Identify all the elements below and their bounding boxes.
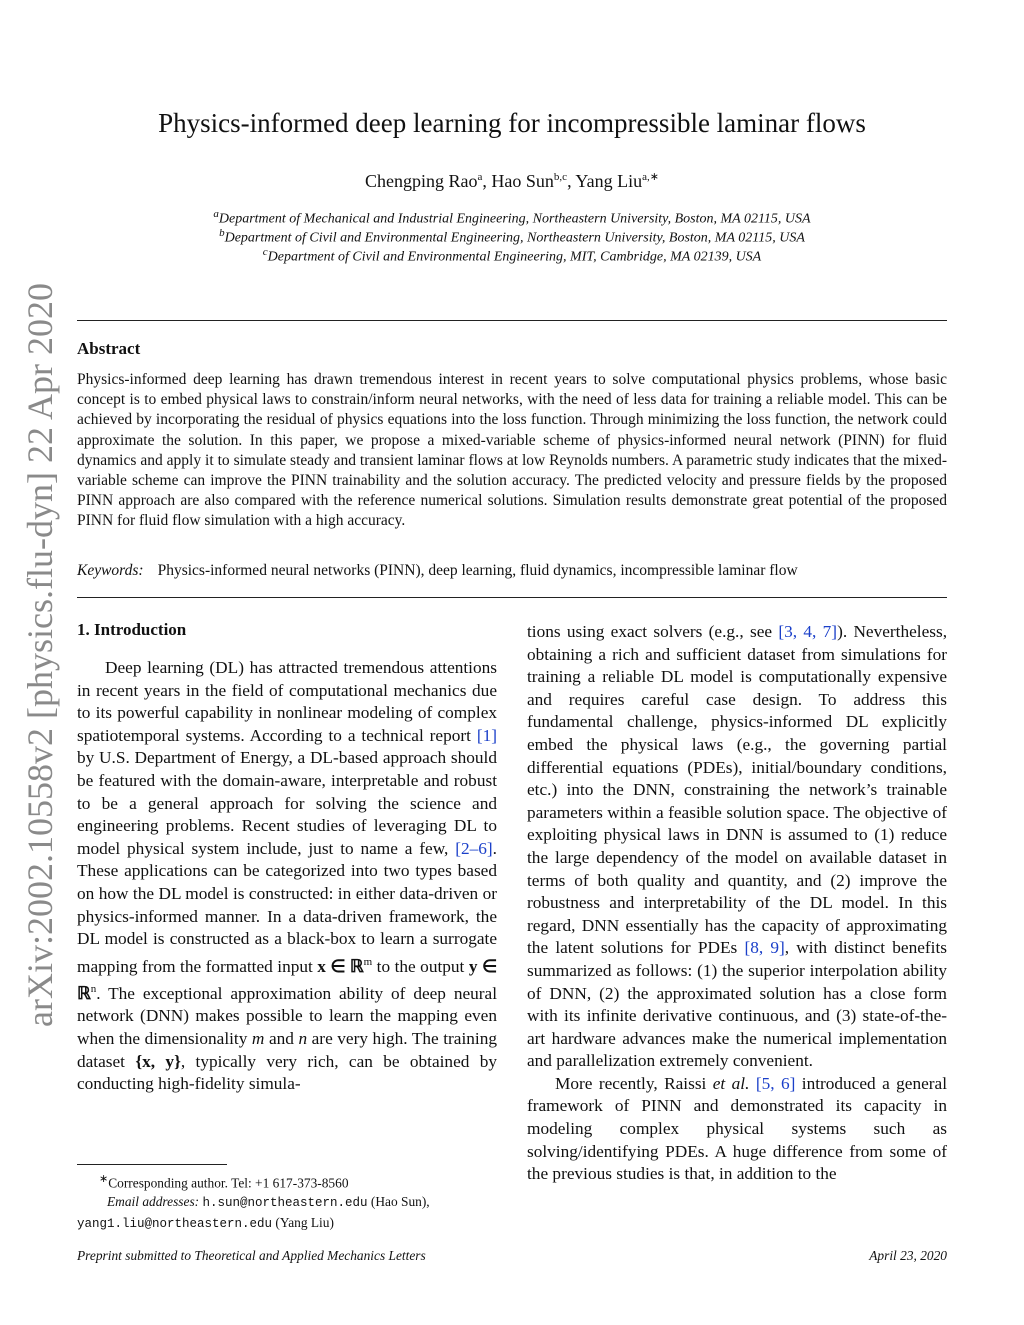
math-x: x ∈ ℝ <box>317 956 364 976</box>
author-name: Hao Sun <box>491 171 554 191</box>
citation-link[interactable]: [2–6] <box>455 838 493 858</box>
keywords <box>77 562 947 580</box>
abstract-top-rule <box>77 320 947 321</box>
footnote-rule <box>77 1164 227 1165</box>
right-column-paragraph: More recently, Raissi et al. [5, 6] introduced a general framework of PINN and demonstrated its capacity in modeling complex physical systems such as solving/identifying PDEs. A huge difference from some of the previous studies is that, in addition to the <box>527 1073 948 1184</box>
citation-link[interactable]: [5, 6] <box>755 1073 796 1093</box>
author-affil-mark: a,∗ <box>642 171 659 183</box>
section-heading: 1. Introduction <box>77 620 187 639</box>
author-name: Chengping Rao <box>365 171 478 191</box>
abstract-bottom-rule <box>77 597 947 598</box>
affiliation: $^a$Department of Mechanical and Industrial Engineering, Northeastern University, Boston, MA 02115, USA <box>213 208 811 227</box>
keywords-text: Physics-informed neural networks (PINN), deep learning, fluid dynamics, incompressible laminar flow <box>157 562 798 579</box>
left-column-paragraph: Deep learning (DL) has attracted tremendous attentions in recent years in the field of computational mechanics due to its powerful capability in nonlinear modeling of complex spatiotemporal systems. According to a technical report [1] by U.S. Department of Energy, a DL-based approach should be featured with the domain-aware, interpretable and robust to be a general approach for solving the science and engineering problems. Recent studies of leveraging DL to model physical system include, just to name a few, [2–6]. These applications can be categorized into two types based on how the DL model is constructed: in either data-driven or physics-informed manner. In a data-driven framework, the DL model is constructed as a black-box to learn a surrogate mapping from the formatted input x ∈ ℝ$^m$ to the output y ∈ ℝ$^n$. The exceptional approximation ability of deep neural network (DNN) makes possible to learn the mapping even when the dimensionality m and n are very high. The training dataset {x, y}, typically very rich, can be obtained by conducting high-fidelity simula- <box>77 658 498 1094</box>
email-link[interactable]: yang1.liu@northeastern.edu <box>77 1217 273 1232</box>
keywords-label: Keywords: <box>77 562 144 579</box>
footer-journal: Preprint submitted to Theoretical and Applied Mechanics Letters <box>77 1248 426 1263</box>
paper-title: Physics-informed deep learning for incompressible laminar flows <box>158 108 866 138</box>
right-column <box>527 621 947 1186</box>
footnote: ∗Corresponding author. Tel: +1 617-373-8560 Email addresses: h.sun@northeastern.edu (Hao Sun), yang1.liu@northeastern.edu (Yang Liu) <box>77 1173 430 1232</box>
author-name: Yang Liu <box>575 171 643 191</box>
author-list: Chengping Rao$^a$, Hao Sun$^{b,c}$, Yang Liu$^{a,∗}$ <box>365 171 659 191</box>
page-footer <box>77 1248 947 1264</box>
email-link[interactable]: h.sun@northeastern.edu <box>202 1196 368 1211</box>
author-affil-mark: b,c <box>553 171 568 183</box>
footer-date: April 23, 2020 <box>869 1248 947 1263</box>
math-set: {x, y} <box>135 1051 181 1071</box>
citation-link[interactable]: [3, 4, 7] <box>778 622 838 641</box>
math-y: y ∈ ℝ <box>77 956 498 1003</box>
abstract-heading: Abstract <box>77 339 141 358</box>
abstract-text: Physics-informed deep learning has drawn tremendous interest in recent years to solve computational physics problems, whose basic concept is to embed physical laws to constrain/inform neural networks, with the need of less data for training a reliable model. This can be achieved by incorporating the residual of physics equations into the loss function. Through minimizing the loss function, the network could approximate the solution. In this paper, we propose a mixed-variable scheme of physics-informed neural network (PINN) for fluid dynamics and apply it to simulate steady and transient laminar flows at low Reynolds numbers. A parametric study indicates that the mixed-variable scheme can improve the PINN trainability and the solution accuracy. The predicted velocity and pressure fields by the proposed PINN approach are also compared with the reference numerical solutions. Simulation results demonstrate great potential of the proposed PINN for fluid flow simulation with a high accuracy. <box>77 371 947 530</box>
author-affil-mark: a <box>477 171 483 183</box>
affiliation: $^c$Department of Civil and Environmental Engineering, MIT, Cambridge, MA 02139, USA <box>262 246 762 265</box>
citation-link[interactable]: [8, 9] <box>744 938 785 958</box>
arxiv-stamp: arXiv:2002.10558v2 [physics.flu-dyn] 22 Apr 2020 <box>20 283 60 1027</box>
right-column-paragraph: tions using exact solvers (e.g., see [3, 4, 7]). Nevertheless, obtaining a rich and sufficient dataset from simulations for training a reliable DL model is computationally expensive and requires careful case design. To address this fundamental challenge, physics-informed DL explicitly embed the physical laws (e.g., the governing partial differential equations (PDEs), initial/boundary conditions, etc.) into the DNN, constraining the network’s trainable parameters within a feasible solution space. The objective of exploiting physical laws in DNN is assumed to (1) reduce the large dependency of the model on available dataset in terms of both quality and quantity, and (2) improve the robustness and interpretability of the DL model. In this regard, DNN essentially has the capacity of approximating the latent solutions for PDEs [8, 9], with distinct benefits summarized as follows: (1) the superior interpolation ability of DNN, (2) the approximated solution has a close form with its infinite derivative continuous, and (3) state-of-the-art hardware advances make the numerical implementation and parallelization extremely convenient. <box>527 622 948 1071</box>
affiliation: $^b$Department of Civil and Environmental Engineering, Northeastern University, Boston, MA 02115, USA <box>219 227 805 246</box>
citation-link[interactable]: [1] <box>476 725 497 745</box>
